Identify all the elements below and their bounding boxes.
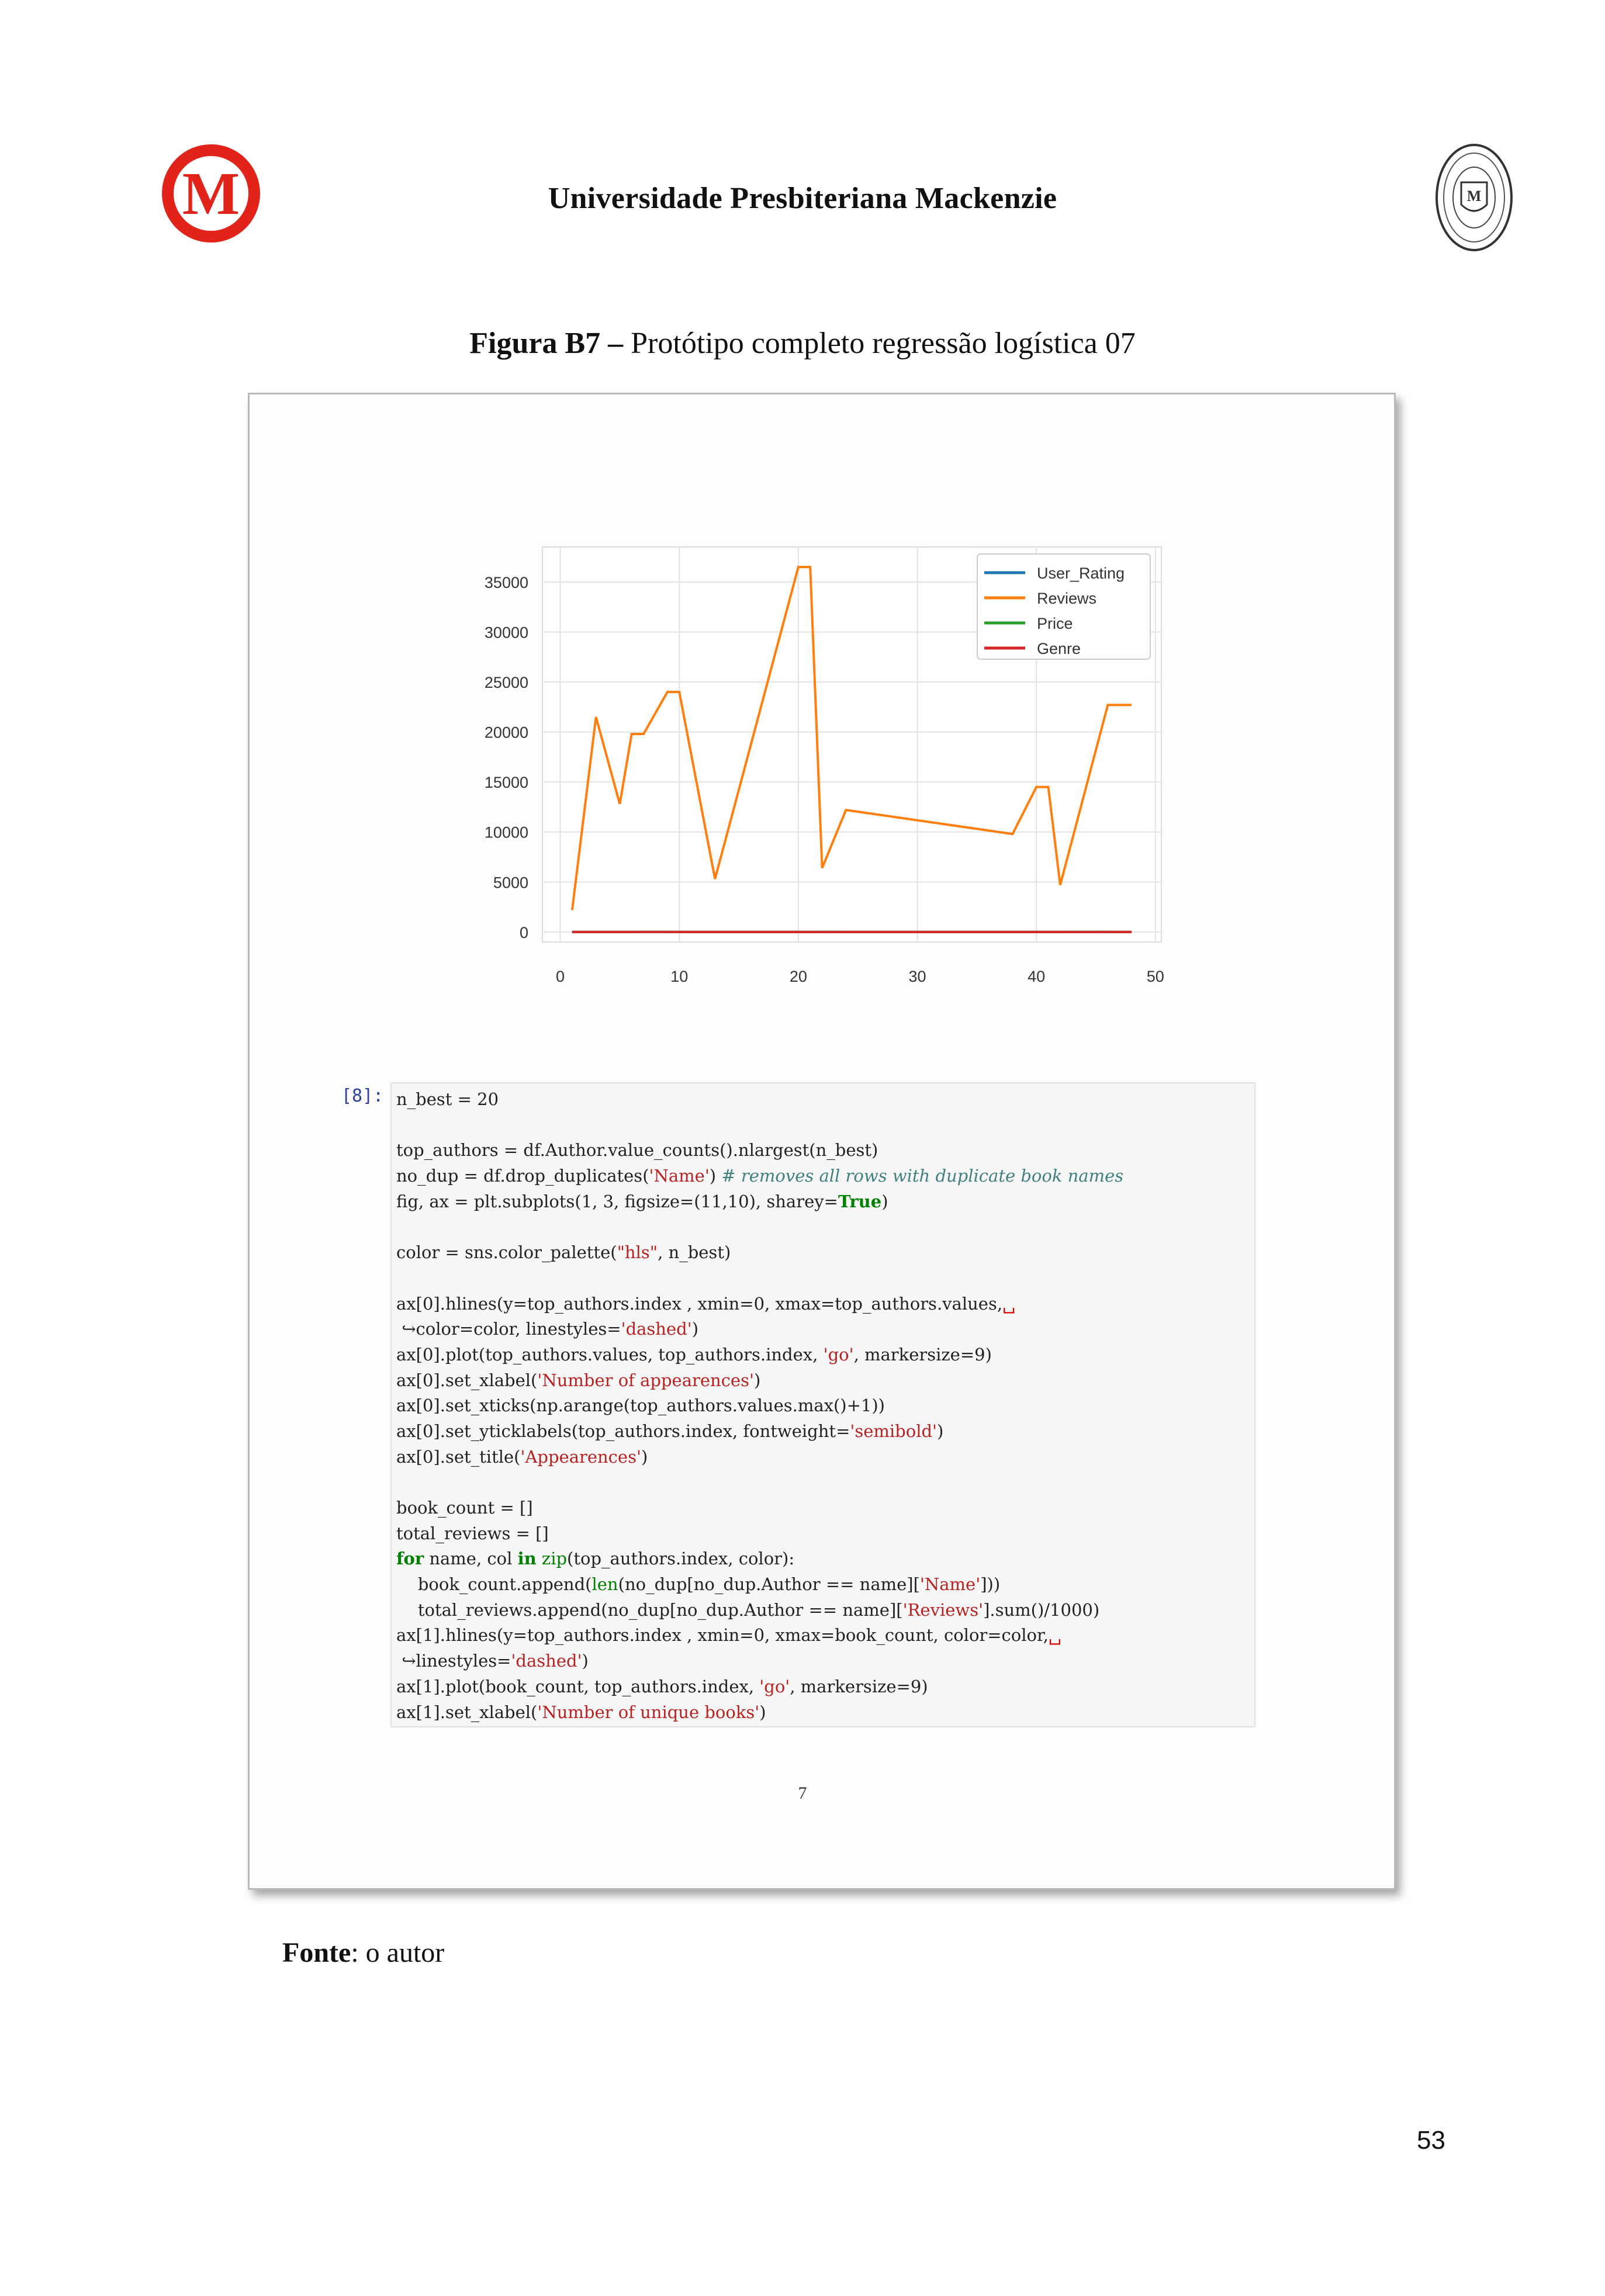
code-line: ↪color=color, linestyles='dashed') bbox=[396, 1319, 699, 1339]
legend-label: Genre bbox=[1037, 640, 1081, 657]
code-line: ax[0].set_xlabel('Number of appearences') bbox=[396, 1370, 761, 1390]
cell-prompt: [8]: bbox=[341, 1086, 384, 1106]
figure-label: Figura B7 – bbox=[469, 327, 624, 360]
legend-label: User_Rating bbox=[1037, 565, 1125, 582]
x-tick-label: 30 bbox=[908, 968, 926, 985]
code-text bbox=[396, 1087, 1123, 1725]
code-line: n_best = 20 bbox=[396, 1089, 499, 1109]
y-tick-label: 20000 bbox=[484, 723, 528, 742]
y-tick-label: 5000 bbox=[493, 874, 528, 892]
seal-monogram: M bbox=[1466, 188, 1482, 205]
code-line: ax[0].set_title('Appearences') bbox=[396, 1446, 648, 1467]
x-tick-label: 40 bbox=[1028, 968, 1046, 985]
logo-letter: M bbox=[182, 160, 240, 227]
university-name: Universidade Presbiteriana Mackenzie bbox=[548, 182, 1057, 215]
figure-caption bbox=[0, 326, 1605, 361]
code-line: top_authors = df.Author.value_counts().nlargest(n_best) bbox=[396, 1140, 878, 1161]
code-line bbox=[396, 1470, 1123, 1495]
code-line: ax[1].hlines(y=top_authors.index , xmin=0, xmax=book_count, color=color,␣ bbox=[396, 1625, 1062, 1646]
code-line: color = sns.color_palette("hls", n_best) bbox=[396, 1242, 731, 1263]
source-label: Fonte bbox=[282, 1937, 351, 1968]
code-line: total_reviews.append(no_dup[no_dup.Author == name]['Reviews'].sum()/1000) bbox=[396, 1599, 1100, 1620]
code-line: ax[0].set_yticklabels(top_authors.index, fontweight='semibold') bbox=[396, 1421, 944, 1441]
source-note bbox=[282, 1937, 444, 1969]
code-line: for name, col in zip(top_authors.index, color): bbox=[396, 1549, 795, 1569]
code-line: total_reviews = [] bbox=[396, 1523, 549, 1543]
y-tick-label: 15000 bbox=[484, 774, 528, 792]
code-line: ax[0].plot(top_authors.values, top_authors.index, 'go', markersize=9) bbox=[396, 1344, 992, 1365]
legend-label: Price bbox=[1037, 615, 1073, 632]
x-tick-label: 20 bbox=[789, 968, 807, 985]
code-line: book_count = [] bbox=[396, 1498, 533, 1518]
code-line: ax[1].set_xlabel('Number of unique books') bbox=[396, 1702, 766, 1722]
page-number: 53 bbox=[1417, 2126, 1445, 2155]
y-tick-label: 30000 bbox=[484, 624, 528, 642]
legend-label: Reviews bbox=[1037, 590, 1097, 607]
x-tick-label: 10 bbox=[670, 968, 689, 985]
code-line: book_count.append(len(no_dup[no_dup.Author == name]['Name'])) bbox=[396, 1574, 1001, 1595]
figure-title: Protótipo completo regressão logística 07 bbox=[631, 327, 1136, 360]
y-tick-label: 25000 bbox=[484, 674, 528, 692]
source-text: : o autor bbox=[351, 1937, 445, 1968]
code-cell[interactable] bbox=[390, 1082, 1255, 1727]
code-line bbox=[396, 1113, 1123, 1138]
x-tick-label: 0 bbox=[556, 968, 565, 985]
screenshot-page-marker: 7 bbox=[798, 1784, 807, 1803]
code-line: ax[1].plot(book_count, top_authors.index, 'go', markersize=9) bbox=[396, 1676, 928, 1696]
code-line: ax[0].set_xticks(np.arange(top_authors.values.max()+1)) bbox=[396, 1395, 885, 1416]
code-line: fig, ax = plt.subplots(1, 3, figsize=(11,10), sharey=True) bbox=[396, 1191, 888, 1211]
code-line: no_dup = df.drop_duplicates('Name') # removes all rows with duplicate book names bbox=[396, 1166, 1124, 1186]
code-line: ↪linestyles='dashed') bbox=[396, 1651, 589, 1671]
y-tick-label: 35000 bbox=[484, 573, 528, 591]
code-line bbox=[396, 1266, 1123, 1291]
code-line: ax[0].hlines(y=top_authors.index , xmin=0, xmax=top_authors.values,␣ bbox=[396, 1293, 1016, 1314]
university-seal bbox=[1433, 140, 1515, 255]
x-tick-label: 50 bbox=[1146, 968, 1164, 985]
code-line bbox=[396, 1214, 1123, 1240]
y-tick-label: 10000 bbox=[484, 823, 528, 841]
y-tick-label: 0 bbox=[519, 923, 528, 941]
line-chart bbox=[444, 526, 1181, 993]
